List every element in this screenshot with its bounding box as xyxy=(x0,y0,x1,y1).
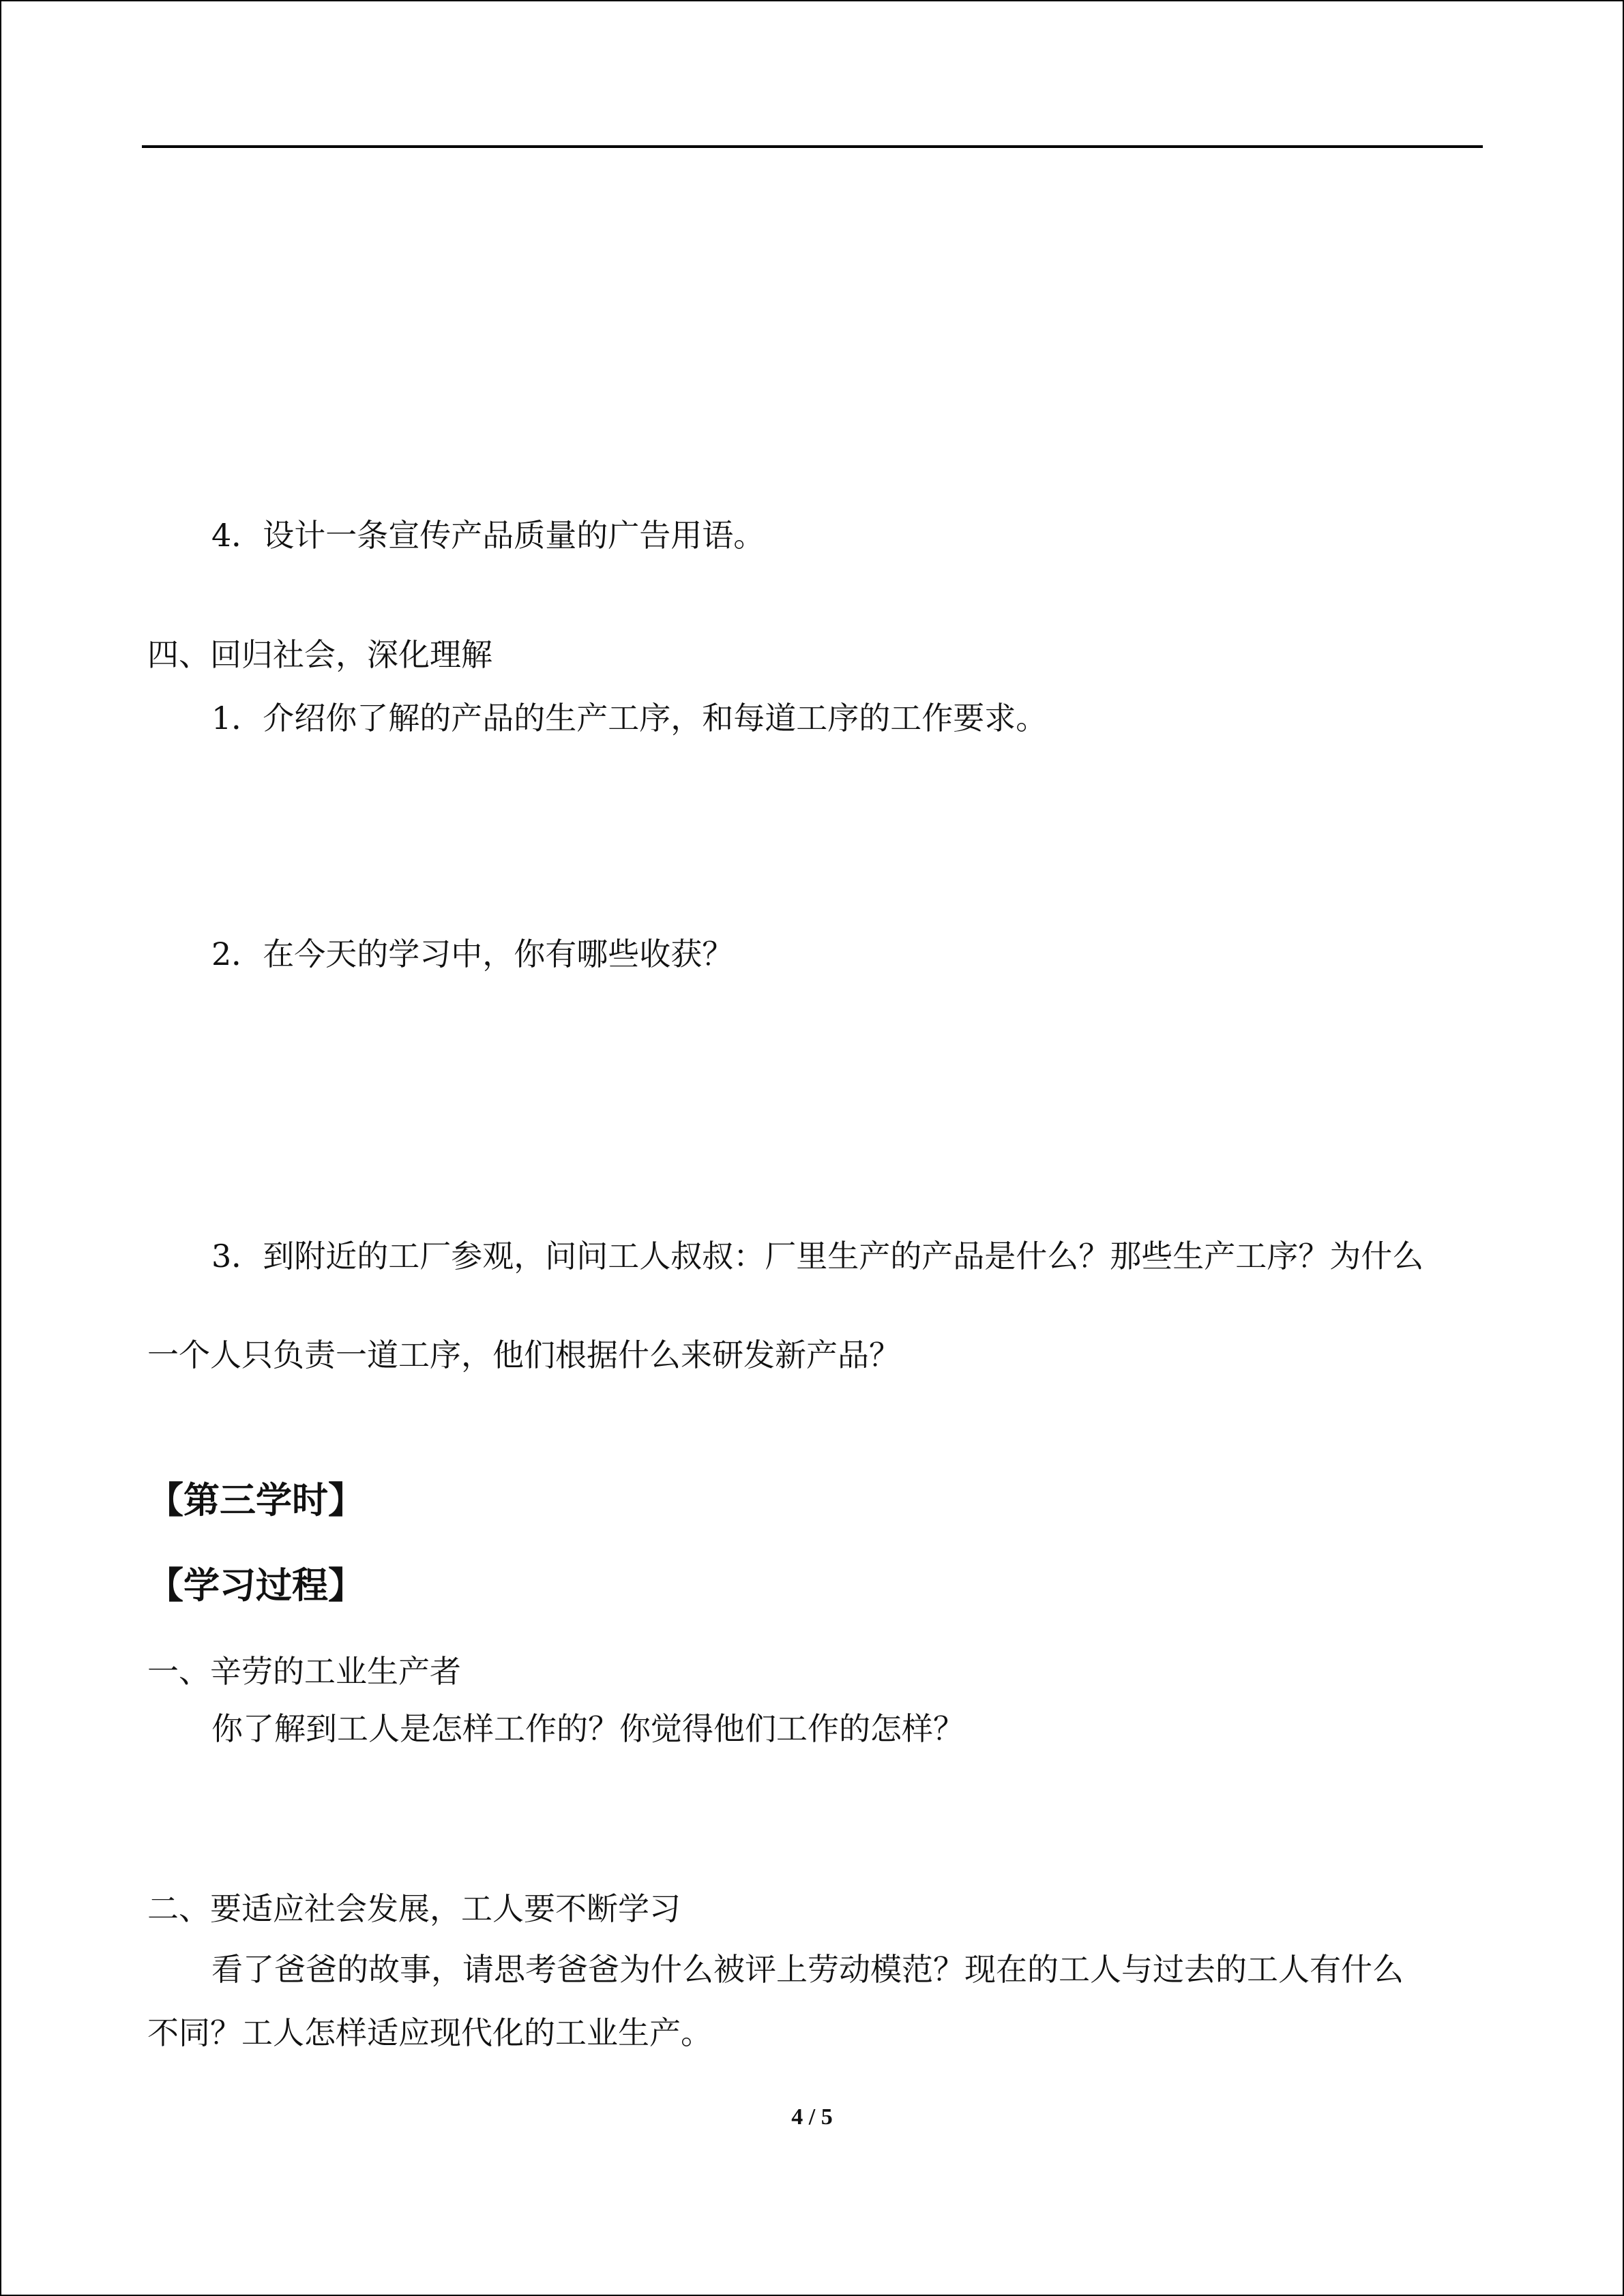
question-4-slogan: 4．设计一条宣传产品质量的广告用语。 xyxy=(211,517,765,554)
page-number: 4 / 5 xyxy=(791,2104,833,2130)
section-4-question-2: 2．在今天的学习中，你有哪些收获？ xyxy=(211,936,734,972)
section-4-question-3-line-1: 3．到附近的工厂参观，问问工人叔叔：厂里生产的产品是什么？那些生产工序？为什么 xyxy=(211,1238,1424,1274)
learning-process-heading: 【学习过程】 xyxy=(147,1564,364,1607)
section-4-title: 四、回归社会，深化理解 xyxy=(147,636,492,673)
section-4-question-1: 1．介绍你了解的产品的生产工序，和每道工序的工作要求。 xyxy=(211,700,1048,736)
section-4-question-3-line-2: 一个人只负责一道工序，他们根据什么来研发新产品？ xyxy=(147,1337,900,1373)
header-rule xyxy=(142,145,1483,148)
part-1-title: 一、辛劳的工业生产者 xyxy=(147,1653,461,1690)
lesson-3-heading: 【第三学时】 xyxy=(147,1479,364,1521)
part-2-title: 二、要适应社会发展，工人要不断学习 xyxy=(147,1890,681,1927)
part-1-question: 你了解到工人是怎样工作的？你觉得他们工作的怎样？ xyxy=(211,1710,964,1747)
part-2-question-line-2: 不同？工人怎样适应现代化的工业生产。 xyxy=(147,2014,712,2051)
part-2-question-line-1: 看了爸爸的故事，请思考爸爸为什么被评上劳动模范？现在的工人与过去的工人有什么 xyxy=(211,1951,1404,1988)
